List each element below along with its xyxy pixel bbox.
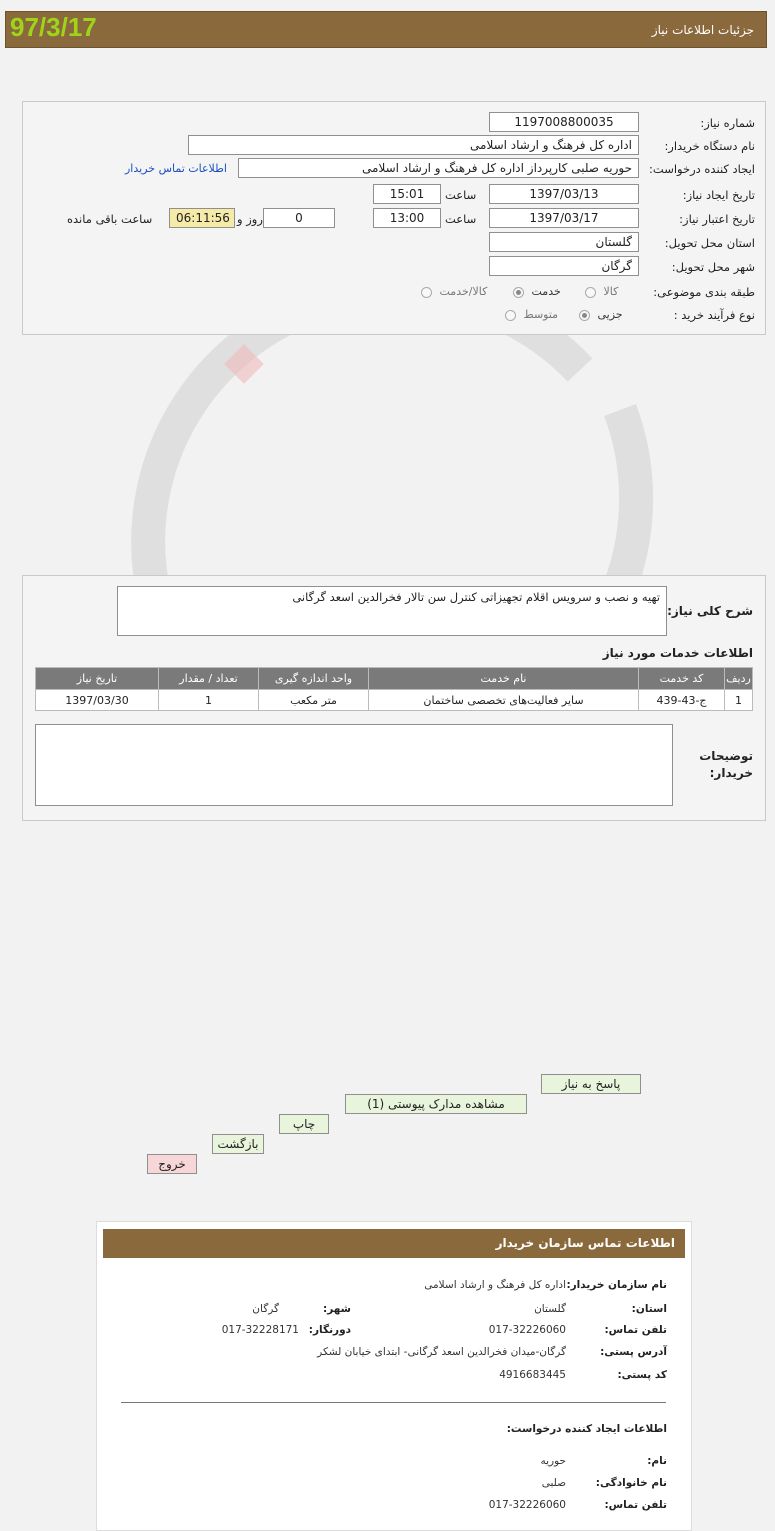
view-attachments-button[interactable]: مشاهده مدارک پیوستی (1) (345, 1094, 527, 1114)
contact-province-value: گلستان (534, 1303, 566, 1315)
cell-service-name: سایر فعالیت‌های تخصصی ساختمان (369, 690, 639, 711)
print-button[interactable]: چاپ (279, 1114, 329, 1134)
category-option-both-label: کالا/خدمت (439, 285, 488, 298)
cell-quantity: 1 (159, 690, 259, 711)
radio-selected-icon (579, 310, 590, 321)
buyer-notes-label-line1: توضیحات (699, 749, 753, 763)
radio-icon (505, 310, 516, 321)
contact-fax-label: دورنگار: (308, 1324, 351, 1336)
buyer-org-field[interactable]: اداره کل فرهنگ و ارشاد اسلامی (188, 135, 639, 155)
remaining-time-counter: 06:11:56 (169, 208, 235, 228)
buyer-notes-label (693, 748, 753, 782)
purchase-option-minor[interactable] (579, 308, 623, 321)
cell-unit: متر مکعب (259, 690, 369, 711)
buyer-notes-textarea[interactable] (35, 724, 673, 806)
province-label: استان محل تحویل: (664, 236, 755, 250)
valid-time-field[interactable]: 13:00 (373, 208, 441, 228)
creator-first-name-label: نام: (647, 1455, 667, 1467)
category-option-goods[interactable] (585, 285, 618, 298)
valid-time-label: ساعت (445, 212, 477, 226)
description-label: شرح کلی نیاز: (667, 604, 753, 618)
province-field[interactable]: گلستان (489, 232, 639, 252)
created-date-field[interactable]: 1397/03/13 (489, 184, 639, 204)
services-section-title: اطلاعات خدمات مورد نیاز (602, 646, 753, 660)
radio-icon (585, 287, 596, 298)
category-option-service[interactable] (513, 285, 561, 298)
description-textarea[interactable]: تهیه و نصب و سرویس اقلام تجهیزاتی کنترل سن تالار فخرالدین اسعد گرگانی (117, 586, 667, 636)
creator-info-title: اطلاعات ایجاد کننده درخواست: (506, 1423, 667, 1435)
contact-city-value: گرگان (252, 1303, 279, 1315)
purchase-type-label: نوع فرآیند خرید : (673, 308, 755, 322)
purchase-option-medium[interactable] (505, 308, 558, 321)
col-row-number: ردیف (725, 668, 753, 690)
category-option-service-label: خدمت (531, 285, 561, 298)
city-field[interactable]: گرگان (489, 256, 639, 276)
valid-date-label: تاریخ اعتبار نیاز: (679, 212, 755, 226)
col-quantity: تعداد / مقدار (159, 668, 259, 690)
contact-phone-label: تلفن تماس: (604, 1324, 667, 1336)
services-header-row (36, 668, 753, 690)
back-button[interactable]: بازگشت (212, 1134, 264, 1154)
date-stamp: 97/3/17 (10, 12, 97, 42)
contact-province-label: استان: (631, 1303, 667, 1315)
creator-phone-label: تلفن تماس: (604, 1499, 667, 1511)
page-title-bar (5, 11, 767, 48)
radio-selected-icon (513, 287, 524, 298)
valid-date-field[interactable]: 1397/03/17 (489, 208, 639, 228)
exit-button[interactable]: خروج (147, 1154, 197, 1174)
need-description-panel (22, 575, 766, 821)
contact-phone-value: 017-32226060 (488, 1324, 566, 1336)
col-need-date: تاریخ نیاز (36, 668, 159, 690)
remaining-label: ساعت باقی مانده (67, 212, 153, 226)
radio-icon (421, 287, 432, 298)
category-option-both[interactable] (421, 285, 487, 298)
col-service-code: کد خدمت (639, 668, 725, 690)
buyer-contact-link[interactable]: اطلاعات تماس خریدار (125, 162, 227, 175)
contact-city-label: شهر: (323, 1303, 351, 1315)
need-number-label: شماره نیاز: (700, 116, 755, 130)
contact-divider (121, 1402, 666, 1403)
creator-phone-value: 017-32226060 (488, 1499, 566, 1511)
city-label: شهر محل تحویل: (671, 260, 755, 274)
contact-fax-value: 017-32228171 (221, 1324, 299, 1336)
purchase-option-medium-label: متوسط (523, 308, 559, 321)
need-details-panel (22, 101, 766, 335)
reply-button[interactable]: پاسخ به نیاز (541, 1074, 641, 1094)
contact-org-label: نام سازمان خریدار: (566, 1279, 667, 1291)
table-row (36, 690, 753, 711)
creator-last-name-value: صلبی (541, 1477, 566, 1489)
creator-last-name-label: نام خانوادگی: (595, 1477, 667, 1489)
cell-service-code: ج-43-439 (639, 690, 725, 711)
buyer-contact-card (96, 1221, 692, 1531)
category-label: طبقه بندی موضوعی: (653, 285, 755, 299)
purchase-option-minor-label: جزیی (597, 308, 623, 321)
contact-address-value: گرگان-میدان فخرالدین اسعد گرگانی- ابتدای خیابان لشکر (317, 1346, 566, 1358)
cell-row-number: 1 (725, 690, 753, 711)
col-service-name: نام خدمت (369, 668, 639, 690)
buyer-notes-label-line2: خریدار: (709, 766, 753, 780)
creator-first-name-value: حوریه (540, 1455, 566, 1467)
days-label: روز و (237, 212, 263, 226)
created-time-field[interactable]: 15:01 (373, 184, 441, 204)
contact-address-label: آدرس پستی: (600, 1346, 667, 1358)
cell-need-date: 1397/03/30 (36, 690, 159, 711)
creator-label: ایجاد کننده درخواست: (649, 162, 755, 176)
category-option-goods-label: کالا (603, 285, 619, 298)
contact-postal-label: کد پستی: (617, 1369, 667, 1381)
contact-card-title: اطلاعات تماس سازمان خریدار (103, 1229, 685, 1258)
contact-postal-value: 4916683445 (499, 1369, 566, 1381)
created-date-label: تاریخ ایجاد نیاز: (682, 188, 755, 202)
creator-field[interactable]: حوریه صلبی کارپرداز اداره کل فرهنگ و ارشاد اسلامی (238, 158, 639, 178)
page-title: جزئیات اطلاعات نیاز (651, 23, 754, 37)
remaining-days-field[interactable]: 0 (263, 208, 335, 228)
col-unit: واحد اندازه گیری (259, 668, 369, 690)
created-time-label: ساعت (445, 188, 477, 202)
buyer-org-label: نام دستگاه خریدار: (664, 139, 755, 153)
services-table (35, 667, 753, 711)
need-number-field[interactable]: 1197008800035 (489, 112, 639, 132)
contact-org-value: اداره کل فرهنگ و ارشاد اسلامی (424, 1279, 566, 1291)
